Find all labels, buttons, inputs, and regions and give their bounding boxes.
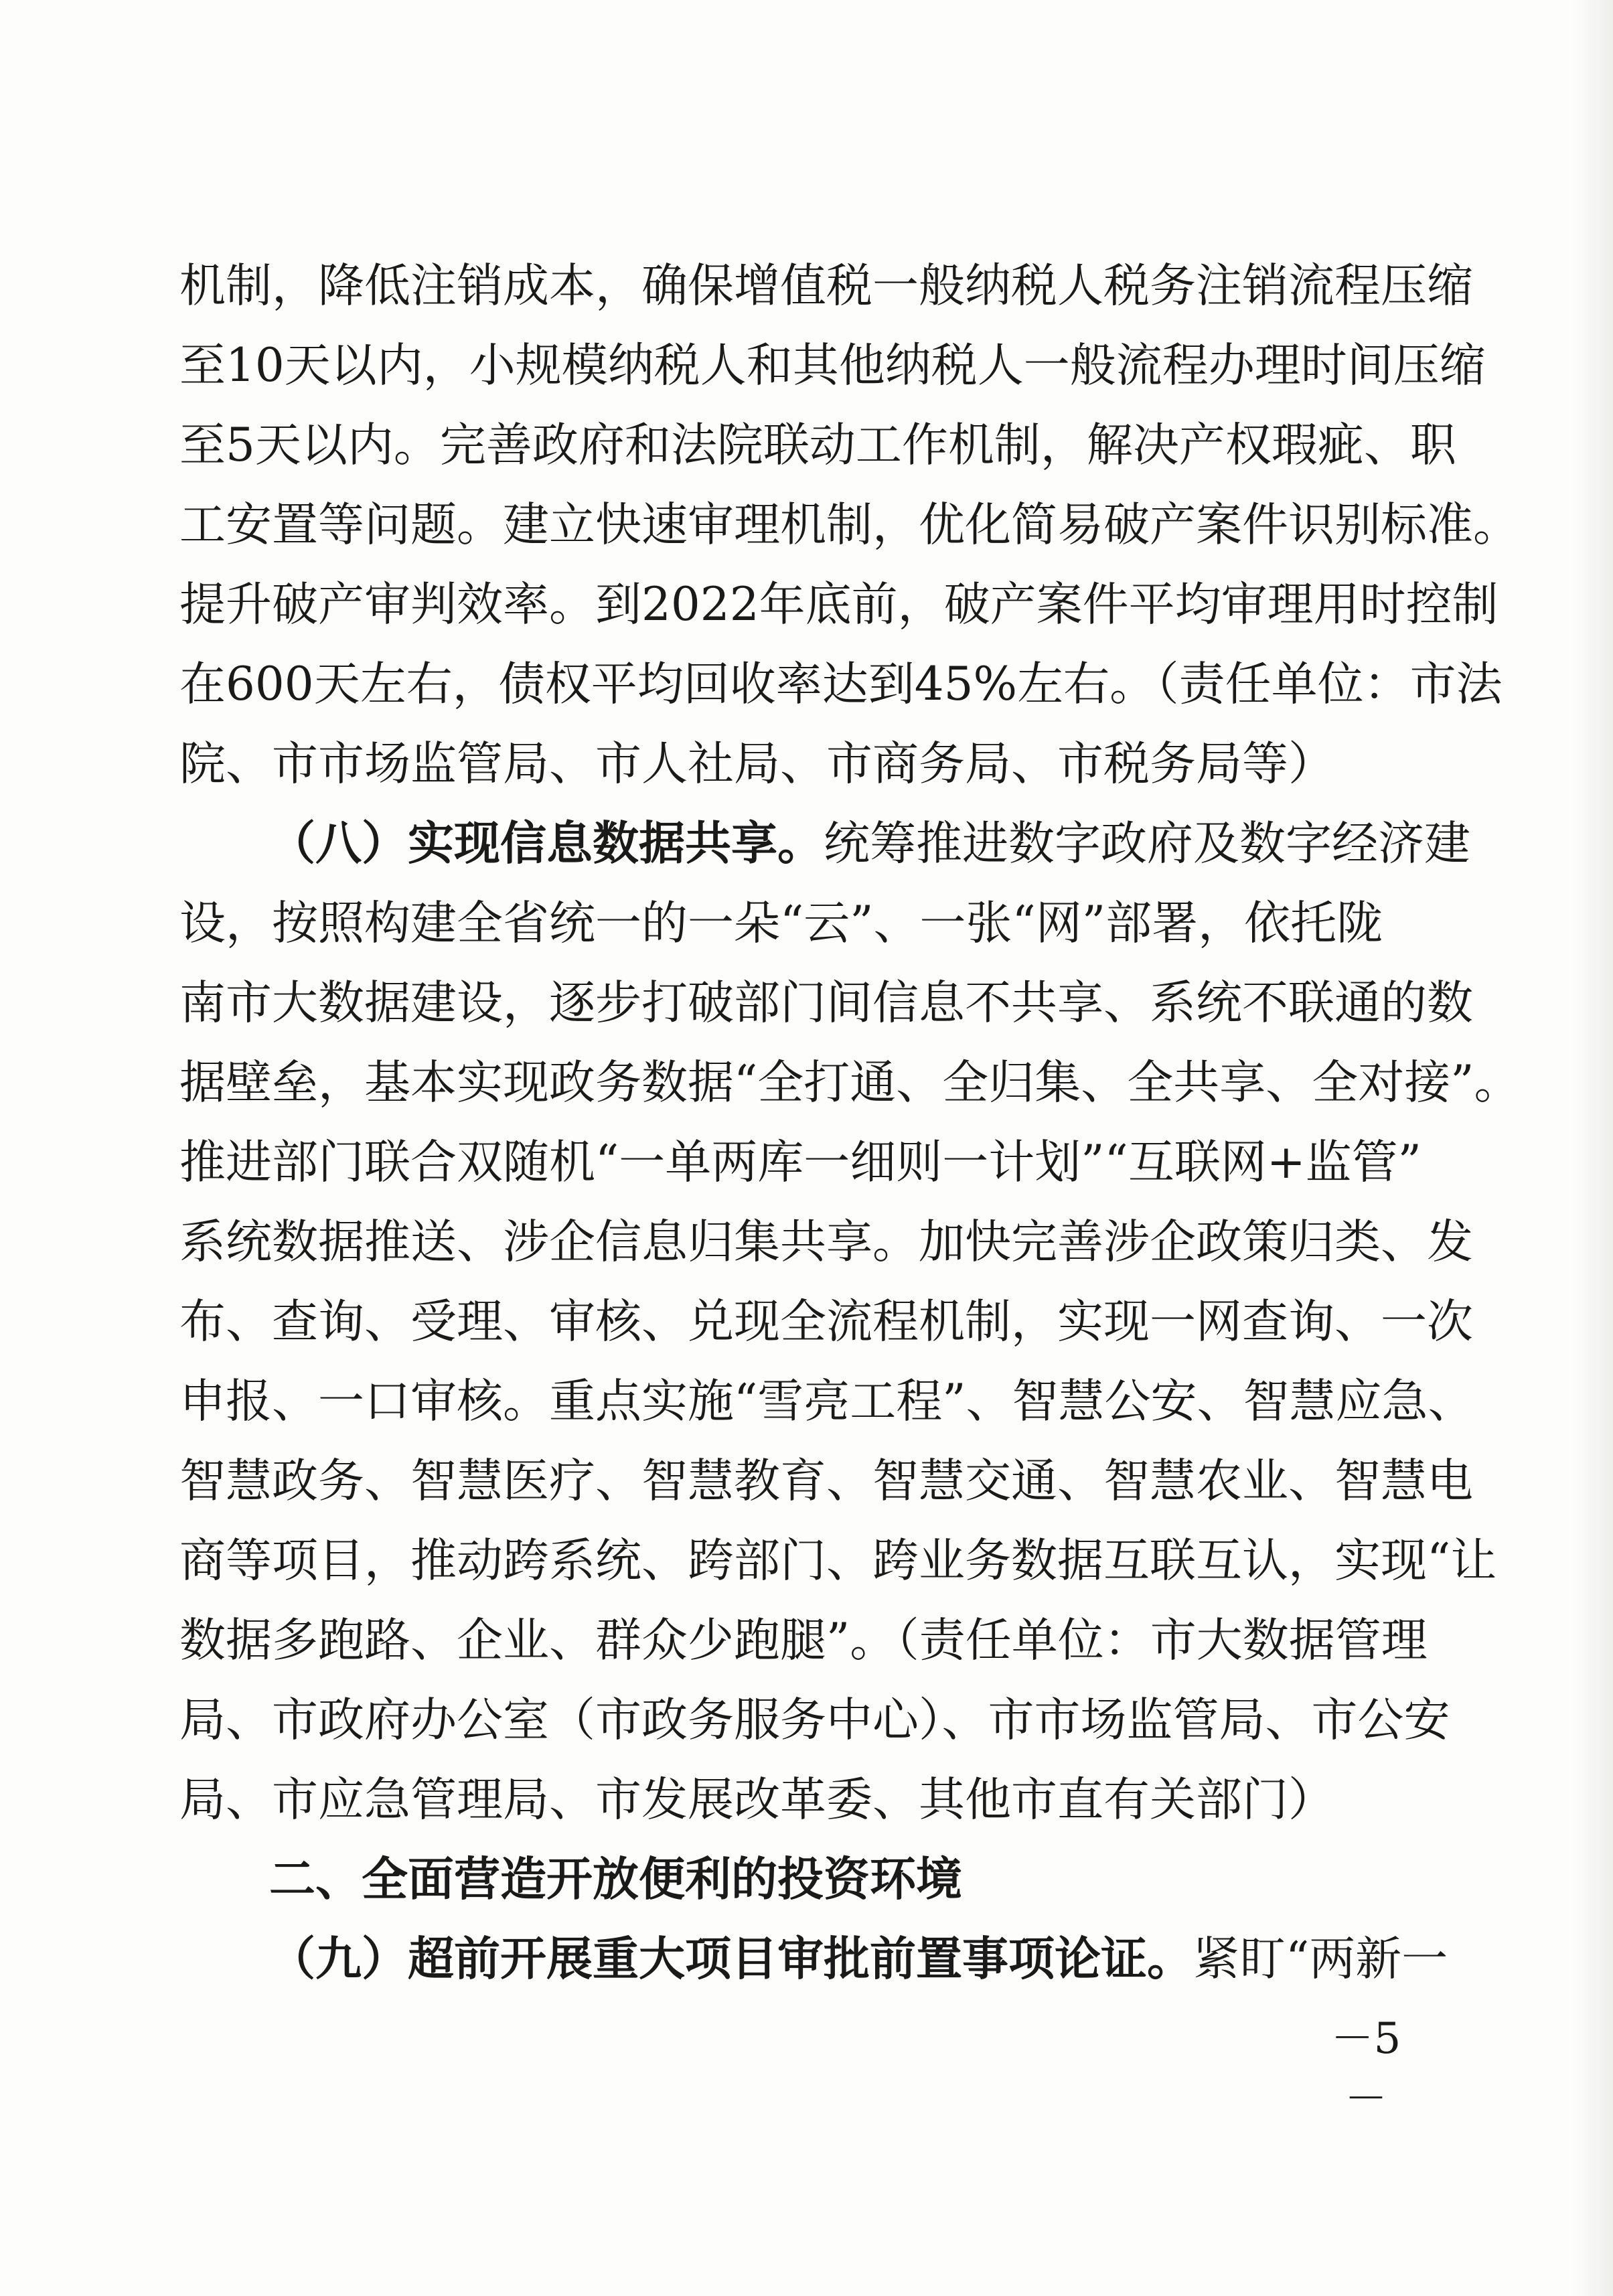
paragraph-line: 推进部门联合双随机“一单两库一细则一计划”“互联网+监管” [179,1136,1422,1189]
section-9-heading: （九）超前开展重大项目审批前置事项论证。 [269,1932,1193,1986]
part-2-heading: 二、全面营造开放便利的投资环境 [269,1853,962,1906]
section-9-first-line-rest: 紧盯“两新一 [1193,1932,1448,1986]
paragraph-line: 据壁垒，基本实现政务数据“全打通、全归集、全共享、全对接”。 [179,1056,1521,1109]
paragraph-line: 数据多跑路、企业、群众少跑腿”。（责任单位：市大数据管理 [179,1614,1428,1667]
paragraph-line: 商等项目，推动跨系统、跨部门、跨业务数据互联互认，实现“让 [179,1534,1497,1588]
paragraph-line: 系统数据推送、涉企信息归集共享。加快完善涉企政策归类、发 [179,1215,1473,1269]
paragraph-line: 至5天以内。完善政府和法院联动工作机制，解决产权瑕疵、职 [179,418,1456,472]
section-8-first-line-rest: 统筹推进数字政府及数字经济建 [824,817,1470,870]
paragraph-line: 智慧政务、智慧医疗、智慧教育、智慧交通、智慧农业、智慧电 [179,1454,1473,1508]
paragraph-line: 局、市政府办公室（市政务服务中心）、市市场监管局、市公安 [179,1693,1450,1747]
section-8-heading: （八）实现信息数据共享。 [269,817,824,870]
paragraph-line: 提升破产审判效率。到2022年底前，破产案件平均审理用时控制 [179,578,1499,631]
paragraph-line: 院、市市场监管局、市人社局、市商务局、市税务局等） [179,737,1334,791]
paragraph-line: 南市大数据建设，逐步打破部门间信息不共享、系统不联通的数 [179,976,1473,1030]
paragraph-line: 局、市应急管理局、市发展改革委、其他市直有关部门） [179,1773,1334,1827]
paragraph-line: 至10天以内，小规模纳税人和其他纳税人一般流程办理时间压缩 [179,339,1486,392]
section-8-first-line [179,804,1470,884]
paragraph-line: 布、查询、受理、审核、兑现全流程机制，实现一网查询、一次 [179,1295,1473,1349]
paragraph-line: 在600天左右，债权平均回收率达到45%左右。（责任单位：市法 [179,658,1503,711]
page-number: －5－ [1330,2014,1401,2124]
paragraph-line: 设，按照构建全省统一的一朵“云”、一张“网”部署，依托陇 [179,897,1383,950]
paragraph-line: 申报、一口审核。重点实施“雪亮工程”、智慧公安、智慧应急、 [179,1375,1474,1428]
paragraph-line: 机制，降低注销成本，确保增值税一般纳税人税务注销流程压缩 [179,259,1473,313]
section-9-first-line [179,1920,1448,1999]
paragraph-line: 工安置等问题。建立快速审理机制，优化简易破产案件识别标准。 [179,498,1519,552]
body-text [179,246,1521,1999]
scan-edge-shadow [1573,0,1613,2296]
